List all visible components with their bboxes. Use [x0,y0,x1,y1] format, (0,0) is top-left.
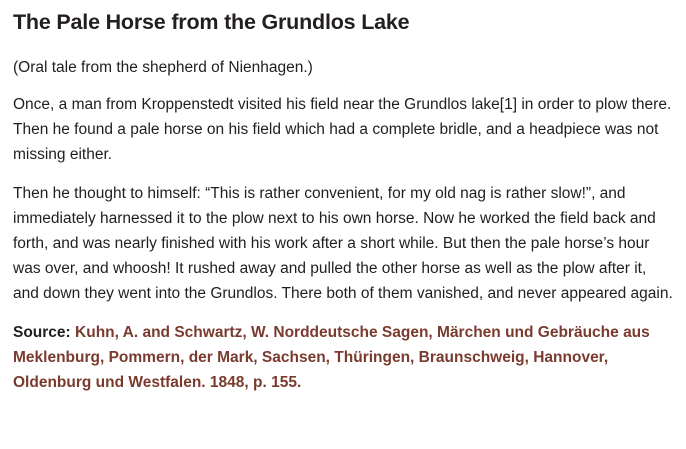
page-title: The Pale Horse from the Grundlos Lake [13,10,410,34]
paragraph-1 [13,92,674,167]
paragraph-1-after: in order to plow there. Then he found a pale horse on his field which had a complete bridle, and a headpiece was not missing either. [13,96,672,163]
paragraph-2: Then he thought to himself: “This is rather convenient, for my old nag is rather slow!”, and immediately harnessed it to the plow next to his own horse. Now he worked the field back and forth, and was nearly finished with his work after a short while. But then the pale horse’s hour was over, and whoosh! It rushed away and pulled the other horse as well as the plow after it, and down they went into the Grundlos. There both of them vanished, and never appeared again. [13,185,673,302]
source-citation-link[interactable]: Kuhn, A. and Schwartz, W. Norddeutsche Sagen, Märchen und Gebräuche aus Meklenburg, Pommern, der Mark, Sachsen, Thüringen, Braunschweig, Hannover, Oldenburg und Westfalen. 1848, p. 155. [13,324,650,391]
footnote-ref-1[interactable]: [1] [499,96,518,113]
source-line [13,320,674,395]
source-label: Source: [13,324,71,341]
subtitle: (Oral tale from the shepherd of Nienhagen.) [13,59,313,76]
paragraph-1-before: Once, a man from Kroppenstedt visited his field near the Grundlos lake [13,96,500,113]
